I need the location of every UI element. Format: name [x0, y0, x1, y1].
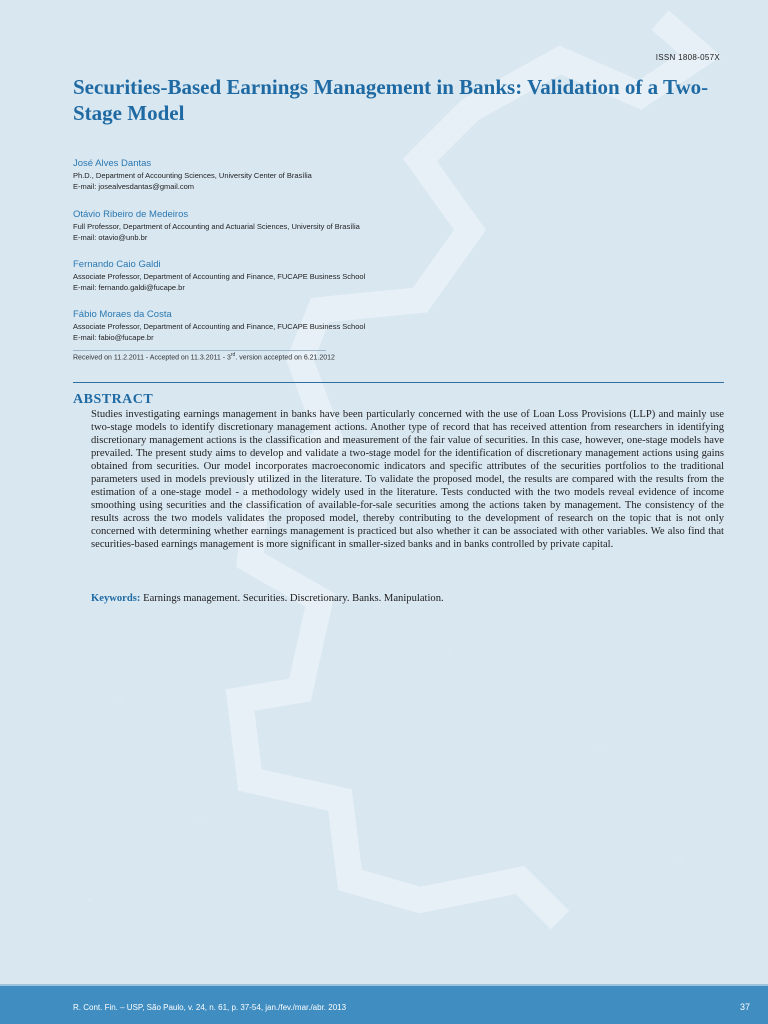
author-email: E-mail: fabio@fucape.br: [73, 333, 154, 342]
received-divider: [73, 350, 326, 351]
page-number: 37: [739, 1002, 750, 1012]
keywords-line: [91, 592, 724, 605]
received-text-end: . version accepted on 6.21.2012: [235, 354, 335, 362]
author-block: [73, 308, 673, 343]
author-name: Otávio Ribeiro de Medeiros: [73, 209, 189, 220]
section-divider: [73, 382, 724, 383]
received-superscript: rd: [230, 352, 236, 358]
author-affiliation: Full Professor, Department of Accounting and Actuarial Sciences, University of Brasília: [73, 222, 360, 231]
received-dates: [73, 352, 335, 361]
keywords-text: Earnings management. Securities. Discretionary. Banks. Manipulation.: [143, 593, 444, 604]
author-block: [73, 258, 673, 293]
author-email: E-mail: fernando.galdi@fucape.br: [73, 283, 185, 292]
page-footer: [0, 986, 768, 1024]
abstract-heading: ABSTRACT: [73, 392, 154, 407]
author-block: [73, 157, 673, 192]
author-affiliation: Associate Professor, Department of Accounting and Finance, FUCAPE Business School: [73, 272, 366, 281]
author-affiliation: Ph.D., Department of Accounting Sciences, University Center of Brasília: [73, 171, 312, 180]
author-block: [73, 208, 673, 243]
received-text: Received on 11.2.2011 - Accepted on 11.3.2011 - 3: [73, 354, 231, 362]
author-name: Fernando Caio Galdi: [73, 259, 161, 270]
author-email: E-mail: otavio@unb.br: [73, 233, 148, 242]
keywords-label: Keywords:: [91, 593, 141, 604]
author-affiliation: Associate Professor, Department of Accounting and Finance, FUCAPE Business School: [73, 322, 366, 331]
author-email: E-mail: josealvesdantas@gmail.com: [73, 182, 194, 191]
author-name: Fábio Moraes da Costa: [73, 309, 172, 320]
issn-number: ISSN 1808-057X: [655, 53, 720, 62]
article-title: Securities-Based Earnings Management in Banks: Validation of a Two-Stage Model: [73, 75, 709, 125]
author-name: José Alves Dantas: [73, 158, 152, 169]
journal-citation: R. Cont. Fin. – USP, São Paulo, v. 24, n. 61, p. 37-54, jan./fev./mar./abr. 2013: [73, 1003, 347, 1012]
abstract-body: Studies investigating earnings management in banks have been particularly concerned with the use of Loan Loss Provisions (LLP) and mainly use two-stage models to identify discretionary management actions. Another type of record that has received attention from researchers in identifying discretionary management actions is the classification and measurement of the fair value of securities. In this case, however, one-stage models have prevailed. The present study aims to develop and validate a two-stage model for the identification of discretionary management actions using gains obtained from securities. Our model incorporates macroeconomic indicators and specific attributes of the securities portfolios to the traditional parameters used in models previously utilized in the literature. To validate the proposed model, the results are compared with the results from the estimation of a one-stage model - a methodology widely used in the literature. Tests conducted with the two models reveal evidence of income smoothing using securities and the classification of available-for-sale securities among the actions taken by management. The consistency of the results across the two models validates the proposed model, thereby contributing to the development of research on the topic that is not only concerned with determining whether earnings management is practiced but also whether it can be associated with other variables. We also find that securities-based earnings management is more significant in smaller-sized banks and in banks controlled by private capital.: [91, 409, 724, 551]
